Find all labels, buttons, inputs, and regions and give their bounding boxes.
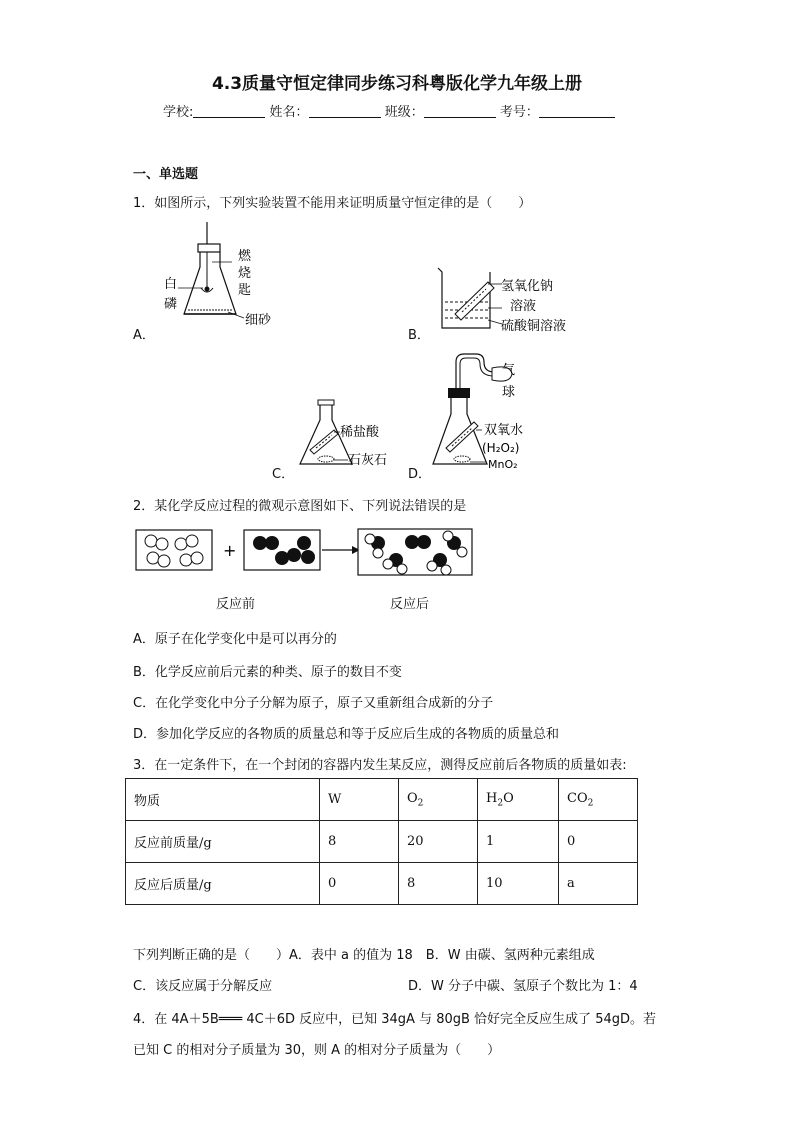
fig-d-label-3: 双氧水	[484, 423, 524, 438]
fig-b-label-1: 氢氧化钠	[501, 279, 554, 294]
plus-sign: +	[223, 541, 237, 560]
q2-option-a[interactable]: A．原子在化学变化中是可以再分的	[133, 632, 337, 647]
table-cell: 10	[478, 863, 559, 905]
fig-d-label-1: 气	[502, 363, 516, 378]
q1-stem: 1．如图所示，下列实验装置不能用来证明质量守恒定律的是（ ）	[133, 196, 532, 211]
table-cell: 8	[320, 821, 399, 863]
q1-option-b[interactable]: B．	[408, 328, 430, 343]
fig-c-label-1: 稀盐酸	[340, 425, 380, 440]
table-cell: a	[559, 863, 638, 905]
table-cell: 反应后质量/g	[126, 863, 320, 905]
q2-stem: 2．某化学反应过程的微观示意图如下、下列说法错误的是	[133, 499, 467, 514]
page-title: 4.3质量守恒定律同步练习科粤版化学九年级上册	[211, 74, 583, 94]
exam-no-label: 考号：	[499, 105, 539, 120]
table-cell: 0	[559, 821, 638, 863]
q1-figure-d	[428, 348, 558, 474]
fig-d-label-5: MnO₂	[488, 458, 518, 471]
before-label: 反应前	[216, 597, 256, 612]
q1-option-d[interactable]: D．	[408, 467, 432, 482]
table-header-row	[126, 779, 638, 821]
table-cell: 1	[478, 821, 559, 863]
school-label: 学校:	[163, 105, 194, 120]
fig-a-label-4: 白	[164, 277, 178, 292]
student-info-line	[163, 101, 615, 120]
q1-figure-b	[430, 262, 590, 340]
q1-figure-a	[150, 222, 280, 332]
q3-stem: 3．在一定条件下，在一个封闭的容器内发生某反应，测得反应前后各物质的质量如表:	[133, 758, 627, 773]
class-blank[interactable]	[424, 103, 496, 118]
class-label: 班级：	[384, 105, 424, 120]
exam-no-blank[interactable]	[539, 103, 615, 118]
table-cell: 0	[320, 863, 399, 905]
name-blank[interactable]	[309, 103, 381, 118]
q1-option-a[interactable]: A．	[133, 328, 155, 343]
q2-option-b[interactable]: B．化学反应前后元素的种类、原子的数目不变	[133, 665, 402, 680]
table-cell: 反应前质量/g	[126, 821, 320, 863]
q2-option-c[interactable]: C．在化学变化中分子分解为原子，原子又重新组合成新的分子	[133, 696, 494, 711]
q1-option-c[interactable]: C．	[272, 467, 295, 482]
q3-option-c[interactable]: C．该反应属于分解反应	[133, 979, 273, 994]
table-cell: 20	[399, 821, 478, 863]
fig-a-label-2: 烧	[238, 266, 252, 281]
q3-options-line[interactable]: 下列判断正确的是（ ）A．表中 a 的值为 18 B．W 由碳、氢两种元素组成	[133, 948, 595, 963]
school-blank[interactable]	[193, 103, 265, 118]
table-row	[126, 821, 638, 863]
q3-option-d[interactable]: D．W 分子中碳、氢原子个数比为 1：4	[408, 979, 638, 994]
after-label: 反应后	[390, 597, 430, 612]
section-heading: 一、单选题	[133, 167, 199, 182]
name-label: 姓名：	[269, 105, 309, 120]
fig-c-label-2: 石灰石	[348, 453, 388, 468]
table-header-cell: 物质	[126, 779, 320, 821]
q4-stem-line2: 已知 C 的相对分子质量为 30，则 A 的相对分子质量为（ ）	[133, 1043, 501, 1058]
table-header-cell: W	[320, 779, 399, 821]
fig-a-label-3: 匙	[238, 283, 252, 298]
q1-figure-c	[290, 398, 400, 470]
q2-option-d[interactable]: D．参加化学反应的各物质的质量总和等于反应后生成的各物质的质量总和	[133, 727, 560, 742]
table-row	[126, 863, 638, 905]
fig-b-label-3: 硫酸铜溶液	[501, 319, 567, 334]
fig-b-label-2: 溶液	[510, 299, 537, 314]
q3-mass-table	[125, 778, 638, 905]
table-header-cell: $O_2$	[399, 779, 478, 821]
table-cell: 8	[399, 863, 478, 905]
table-header-cell: $CO_2$	[559, 779, 638, 821]
q2-micro-diagram	[134, 526, 479, 582]
fig-d-label-4: (H₂O₂)	[482, 441, 520, 455]
fig-d-label-2: 球	[502, 385, 516, 400]
table-header-cell: $H_2O$	[478, 779, 559, 821]
fig-a-label-1: 燃	[238, 249, 252, 264]
fig-a-label-6: 细砂	[245, 313, 272, 328]
fig-a-label-5: 磷	[164, 297, 178, 312]
q4-stem-line1: 4．在 4A＋5B═══ 4C＋6D 反应中，已知 34gA 与 80gB 恰好完全反应生成了 54gD。若	[133, 1012, 656, 1027]
